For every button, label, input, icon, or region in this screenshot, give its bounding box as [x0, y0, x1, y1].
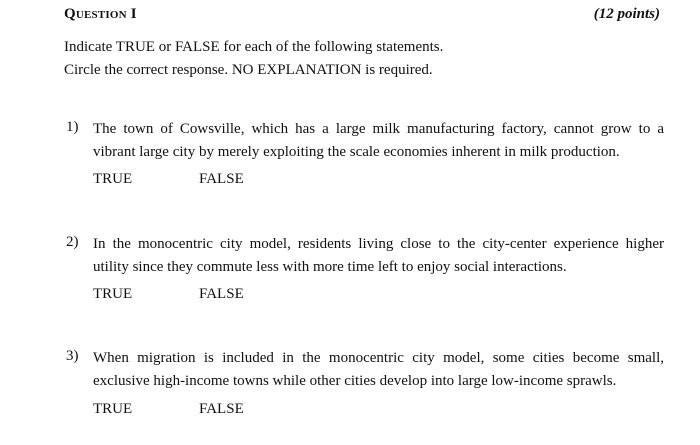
question-1-line-1: The town of Cowsville, which has a large milk manufacturing factory, cannot grow to a: [93, 121, 664, 137]
question-2-line-1: In the monocentric city model, residents living close to the city-center experience higher: [93, 236, 664, 252]
question-1-number: 1): [66, 119, 79, 135]
question-1-true-option[interactable]: TRUE: [93, 171, 133, 187]
question-title: Question I: [64, 6, 137, 22]
question-2-false-option[interactable]: FALSE: [199, 286, 244, 302]
question-2-statement: [93, 233, 664, 279]
question-3-statement: [93, 347, 664, 393]
question-1-false-option[interactable]: FALSE: [199, 171, 244, 187]
question-1-line-2: vibrant large city by merely exploiting the scale economies inherent in milk production.: [93, 144, 620, 160]
question-3-line-2: exclusive high-income towns while other cities develop into large low-income sprawls.: [93, 373, 617, 389]
question-3-true-option[interactable]: TRUE: [93, 401, 133, 417]
instruction-line-2: Circle the correct response. NO EXPLANATION is required.: [64, 62, 433, 78]
question-3-number: 3): [66, 348, 79, 364]
question-2-true-option[interactable]: TRUE: [93, 286, 133, 302]
question-2-line-2: utility since they commute less with more time left to enjoy social interactions.: [93, 259, 567, 275]
question-3-false-option[interactable]: FALSE: [199, 401, 244, 417]
question-2-number: 2): [66, 234, 79, 250]
points-label: (12 points): [593, 6, 660, 22]
question-3-line-1: When migration is included in the monocentric city model, some cities become small,: [93, 350, 664, 366]
instruction-line-1: Indicate TRUE or FALSE for each of the following statements.: [64, 39, 444, 55]
question-1-statement: [93, 118, 664, 164]
